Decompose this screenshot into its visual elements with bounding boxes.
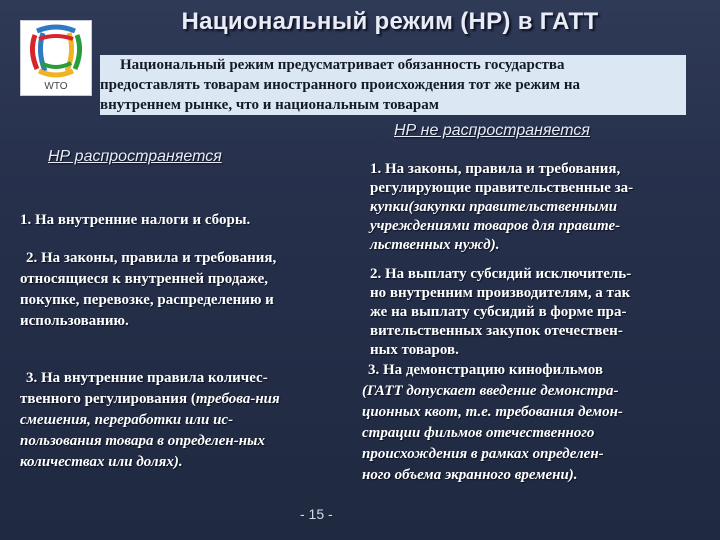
not-applies-item-1: 1. На законы, правила и требования, регулирующие правительственные за- купки(закупки правительственными учреждениями товаров для правите- льственных нужд). (370, 161, 634, 253)
applies-item-3: 3. На внутренние правила количес- твенного регулирования (требова-ния смешения, переработки или ис- пользования товара в определен-ных количествах или долях). (20, 370, 280, 470)
definition-line: внутреннем рынке, что и национальным товарам (100, 97, 439, 113)
wto-logo (20, 20, 92, 96)
not-applies-heading: НР не распространяется (394, 122, 590, 139)
slide-title: Национальный режим (НР) в ГАТТ (181, 8, 599, 35)
page-number: - 15 - (300, 506, 333, 522)
definition-line: Национальный режим предусматривает обязанность государства (120, 57, 565, 73)
definition-line: предоставлять товарам иностранного происхождения тот же режим на (100, 77, 580, 93)
applies-item-1: 1. На внутренние налоги и сборы. (20, 212, 251, 228)
applies-item-2: 2. На законы, правила и требования, относящиеся к внутренней продаже, покупке, перевозке, распределению и использованию. (20, 250, 277, 329)
applies-heading: НР распространяется (48, 148, 222, 165)
wto-logo-text: WTO (44, 81, 68, 92)
definition-box (100, 55, 686, 115)
not-applies-item-3: 3. На демонстрацию кинофильмов (ГАТТ допускает введение демонстра- ционных квот, т.е. требования демон- страции фильмов отечественного происхождения в рамках определен- ного объема экранного времени). (362, 362, 623, 483)
not-applies-item-2: 2. На выплату субсидий исключитель- но внутренним производителям, а так же на выплату субсидий в форме пра- вительственных закупок отечествен- ных товаров. (370, 266, 632, 358)
wto-logo-icon (21, 21, 91, 95)
